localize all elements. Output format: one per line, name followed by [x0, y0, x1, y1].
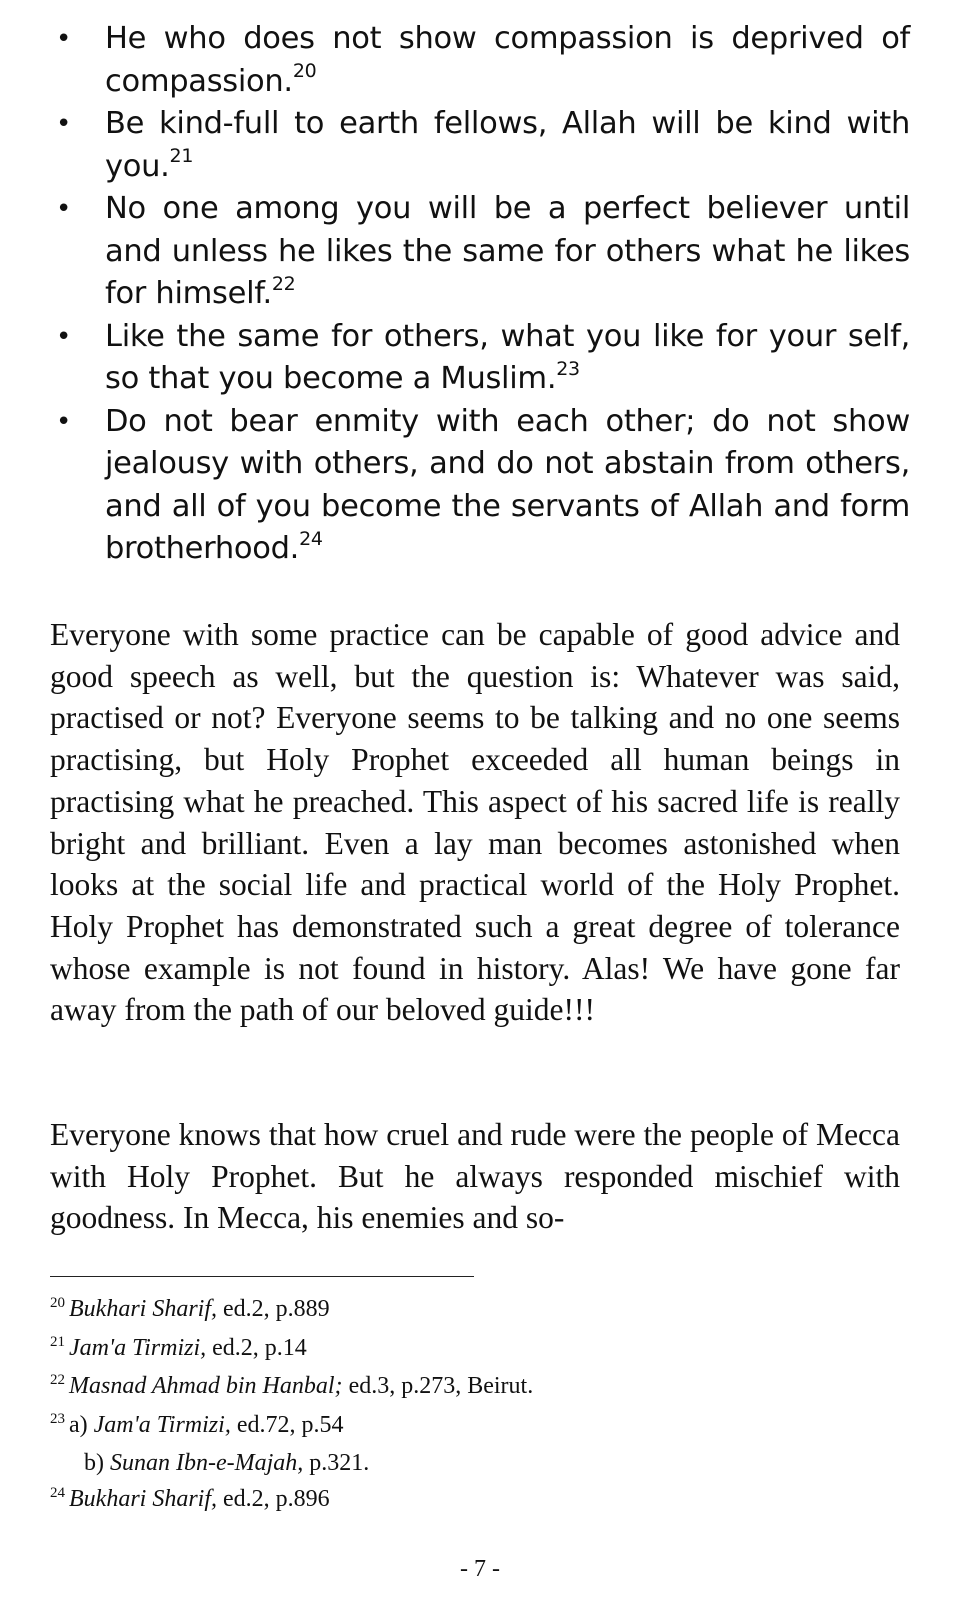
bullet-text: Like the same for others, what you like for your self, so that you become a Muslim. — [105, 318, 910, 396]
bullet-item — [50, 103, 910, 188]
footnote-detail: ed.3, p.273, Beirut. — [342, 1373, 534, 1399]
footnote-detail: ed.2, p.896 — [217, 1485, 330, 1512]
footnote-number: 20 — [50, 1295, 65, 1311]
bullet-item — [50, 18, 910, 103]
body-paragraph: Everyone with some practice can be capable of good advice and good speech as well, but the question is: Whatever was said, practised or not? Everyone seems to be talking and no one seems practising, but Holy Prophet exceeded all human beings in practising what he preached. This aspect of his sacred life is really bright and brilliant. Even a lay man becomes astonished when looks at the social life and practical world of the Holy Prophet. Holy Prophet has demonstrated such a great degree of tolerance whose example is not found in history. Alas! We have gone far away from the path of our beloved guide!!! — [50, 617, 900, 1028]
footnote — [50, 1292, 910, 1331]
footnote-source: Masnad Ahmad bin Hanbal; — [69, 1373, 343, 1399]
footnote-source: Jam'a Tirmizi, — [93, 1411, 231, 1438]
bullet-icon: • — [56, 109, 72, 139]
footnote-ref: 21 — [169, 145, 194, 168]
footnote-prefix: a) — [69, 1411, 94, 1438]
footnote-detail: ed.2, p.14 — [206, 1334, 307, 1361]
bullet-text: He who does not show compassion is deprived of compassion. — [105, 21, 910, 99]
hadith-bullet-list — [50, 18, 910, 571]
footnote-number: 21 — [50, 1333, 65, 1350]
page-number: - 7 - — [460, 1556, 500, 1582]
footnote-ref: 22 — [271, 272, 296, 295]
footnote-divider — [50, 1276, 474, 1277]
bullet-icon: • — [56, 406, 72, 437]
footnote-source: Sunan Ibn-e-Majah, — [110, 1450, 304, 1476]
footnote — [50, 1369, 910, 1408]
bullet-icon: • — [56, 24, 72, 54]
footnote-number: 23 — [50, 1410, 65, 1427]
bullet-text: Be kind-full to earth fellows, Allah will be kind with you. — [105, 106, 910, 184]
footnote-detail: ed.2, p.889 — [217, 1296, 330, 1322]
footnote-ref: 20 — [292, 60, 317, 83]
footnote-source: Bukhari Sharif, — [69, 1485, 217, 1512]
footnote-list — [50, 1292, 910, 1520]
footnote — [50, 1482, 910, 1521]
footnote-ref: 24 — [299, 527, 323, 550]
footnote-number: 22 — [50, 1372, 65, 1388]
footnote — [50, 1446, 910, 1482]
bullet-text: Do not bear enmity with each other; do not show jealousy with others, and do not abstain from others, and all of you become the servants of Allah and form brotherhood. — [105, 403, 910, 566]
footnote-source: Jam'a Tirmizi, — [69, 1334, 207, 1361]
footnote-number: 24 — [50, 1484, 65, 1501]
bullet-item — [50, 401, 910, 571]
footnote — [50, 1408, 910, 1447]
bullet-icon: • — [56, 321, 72, 352]
bullet-text: No one among you will be a perfect believer until and unless he likes the same for others what he likes for himself. — [105, 191, 910, 311]
footnote-source: Bukhari Sharif, — [69, 1296, 217, 1322]
bullet-item — [50, 316, 910, 401]
footnote-prefix: b) — [84, 1450, 110, 1476]
body-paragraph: Everyone knows that how cruel and rude were the people of Mecca with Holy Prophet. But he always responded mischief with goodness. In Mecca, his enemies and so- — [50, 1117, 900, 1236]
bullet-item — [50, 188, 910, 316]
footnote-detail: ed.72, p.54 — [230, 1411, 344, 1438]
footnote-detail: p.321. — [303, 1450, 370, 1476]
bullet-icon: • — [56, 194, 72, 224]
footnote-ref: 23 — [556, 357, 580, 380]
footnote — [50, 1331, 910, 1370]
